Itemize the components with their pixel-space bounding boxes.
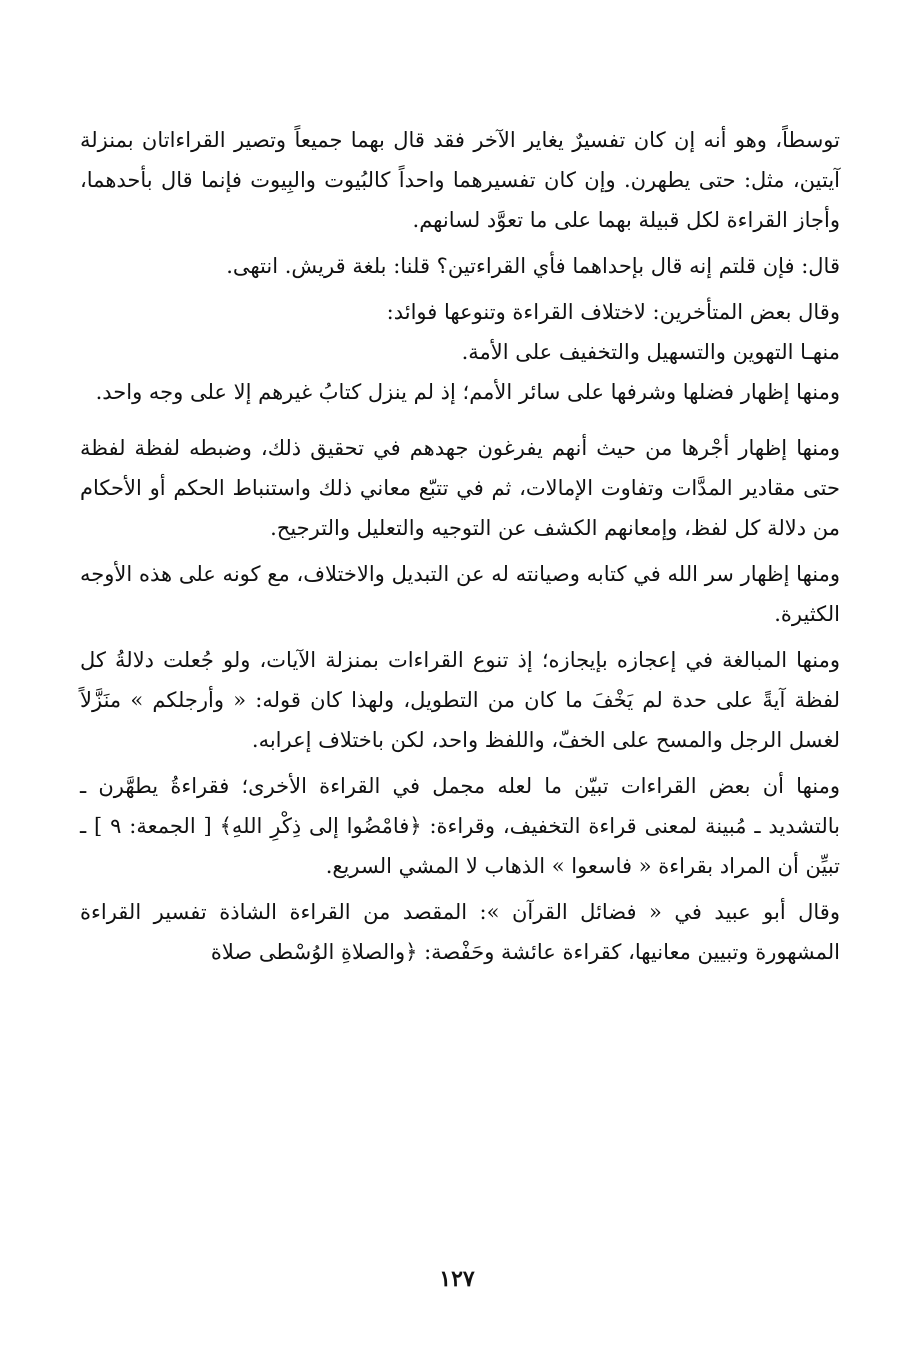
paragraph-7: ومنها إظهار سر الله في كتابه وصيانته له عن التبديل والاختلاف، مع كونه على هذه الأوجه الكثيرة. (80, 562, 840, 626)
paragraph-5: ومنها إظهار فضلها وشرفها على سائر الأمم؛ إذ لم ينزل كتابُ غيرهم إلا على وجه واحد. (95, 380, 840, 404)
page-body-text (80, 120, 840, 972)
paragraph-9: ومنها أن بعض القراءات تبيّن ما لعله مجمل في القراءة الأخرى؛ فقراءةُ يطهَّرن ـ بالتشديد ـ مُبينة لمعنى قراءة التخفيف، وقراءة: ﴿فامْضُوا إلى ذِكْرِ اللهِ﴾ [ الجمعة: ٩ ] ـ تبيِّن أن المراد بقراءة « فاسعوا » الذهاب لا المشي السريع. (80, 774, 840, 878)
paragraph-1: توسطاً، وهو أنه إن كان تفسيرٌ يغاير الآخر فقد قال بهما جميعاً وتصير القراءاتان بمنزلة آيتين، مثل: حتى يطهرن. وإن كان تفسيرهما واحداً كالبُيوت والبِيوت فإنما قال بأحدهما، وأجاز القراءة لكل قبيلة بهما على ما تعوَّد لسانهم. (80, 128, 840, 232)
paragraph-8: ومنها المبالغة في إعجازه بإيجازه؛ إذ تنوع القراءات بمنزلة الآيات، ولو جُعلت دلالةُ كل لفظة آيةً على حدة لم يَخْفَ ما كان من التطويل، ولهذا كان قوله: « وأرجلكم » منَزَّلاً لغسل الرجل والمسح على الخفّ، واللفظ واحد، لكن باختلاف إعرابه. (80, 648, 840, 752)
page-number: ١٢٧ (439, 1266, 475, 1292)
paragraph-3: وقال بعض المتأخرين: لاختلاف القراءة وتنوعها فوائد: (386, 300, 840, 324)
paragraph-10: وقال أبو عبيد في « فضائل القرآن »: المقصد من القراءة الشاذة تفسير القراءة المشهورة وتبيين معانيها، كقراءة عائشة وحَفْصة: ﴿والصلاةِ الوُسْطى صلاة (80, 900, 840, 964)
paragraph-6: ومنها إظهار أجْرها من حيث أنهم يفرغون جهدهم في تحقيق ذلك، وضبطه لفظة لفظة حتى مقادير المدَّات وتفاوت الإمالات، ثم في تتبّع معاني ذلك واستنباط الحكم أو الأحكام من دلالة كل لفظ، وإمعانهم الكشف عن التوجيه والتعليل والترجيح. (80, 436, 840, 540)
paragraph-2: قال: فإن قلتم إنه قال بإحداهما فأي القراءتين؟ قلنا: بلغة قريش. انتهى. (226, 254, 840, 278)
paragraph-4: منهـا التهوين والتسهيل والتخفيف على الأمة. (461, 340, 840, 364)
